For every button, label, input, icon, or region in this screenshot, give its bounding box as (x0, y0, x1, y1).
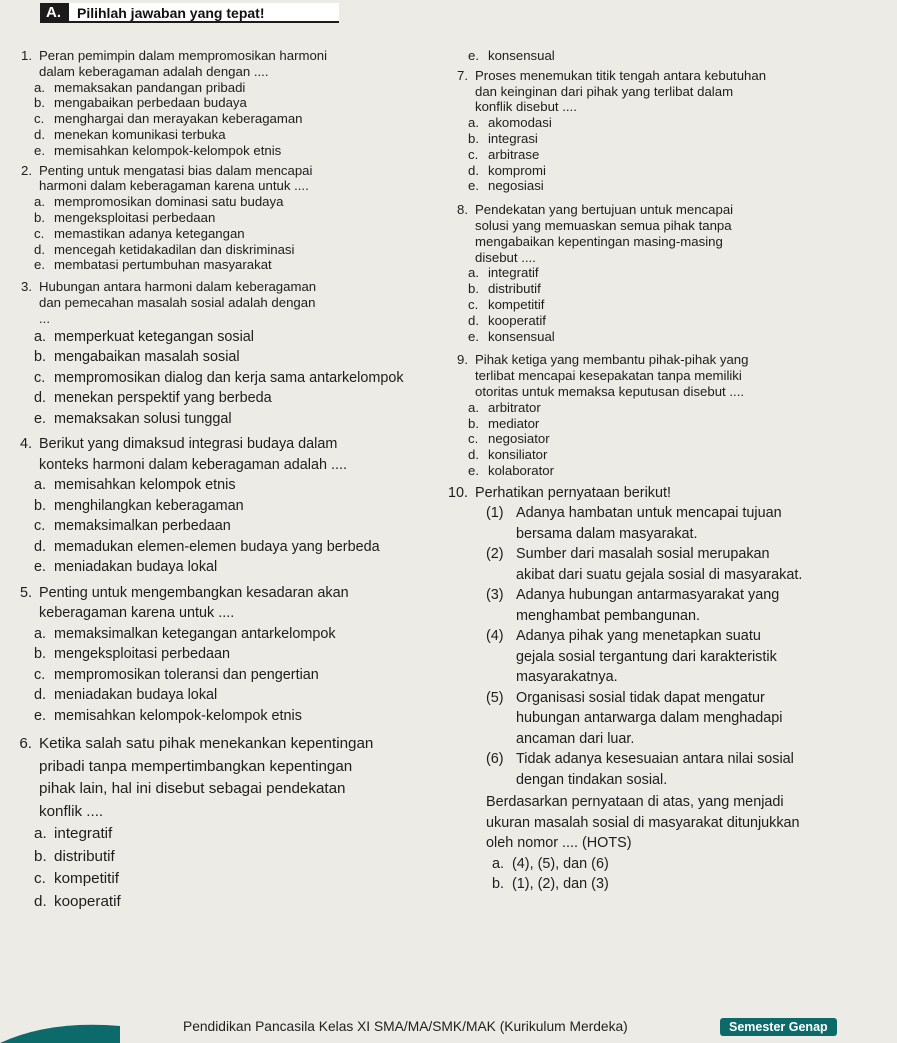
option-a[interactable]: a. memisahkan kelompok etnis (34, 477, 236, 494)
option-d[interactable]: d. konsiliator (468, 447, 548, 463)
question-text: pihak lain, hal ini disebut sebagai pendekatan (39, 780, 346, 798)
question-number: 6. (19, 735, 32, 753)
option-e[interactable]: e. negosiasi (468, 178, 544, 194)
option-c[interactable]: c. menghargai dan merayakan keberagaman (34, 111, 303, 127)
option-c[interactable]: c. negosiator (468, 431, 550, 447)
question-4 (4, 434, 434, 578)
question-3 (4, 279, 434, 326)
question-text: pribadi tanpa mempertimbangkan kepentingan (39, 757, 353, 775)
option-a[interactable]: a. memperkuat ketegangan sosial (34, 328, 254, 345)
statement-4: (4) Adanya pihak yang menetapkan suatu gejala sosial tergantung dari karakteristik masyarakatnya. (486, 628, 777, 686)
statement-3: (3) Adanya hubungan antarmasyarakat yang menghambat pembangunan. (486, 587, 780, 624)
option-d[interactable]: d. kooperatif (468, 312, 546, 328)
question-number: 10. (447, 484, 468, 501)
question-text: Pendekatan yang bertujuan untuk mencapai (475, 202, 734, 218)
question-7 (440, 68, 892, 194)
question-2 (4, 163, 434, 274)
option-e[interactable]: e. kolaborator (468, 462, 554, 478)
option-c[interactable]: c. memaksimalkan perbedaan (34, 518, 231, 535)
option-b[interactable]: b. distributif (34, 847, 115, 865)
question-text: Berikut yang dimaksud integrasi budaya dalam (39, 436, 338, 453)
option-b[interactable]: b. integrasi (468, 130, 538, 146)
question-text: Perhatikan pernyataan berikut! (475, 484, 671, 501)
option-c[interactable]: c. mempromosikan toleransi dan pengertian (34, 666, 319, 683)
option-b[interactable]: b. distributif (468, 281, 541, 297)
question-text: mengabaikan kepentingan masing-masing (475, 233, 723, 249)
statement-6: (6) Tidak adanya kesesuaian antara nilai sosial dengan tindakan sosial. (486, 751, 794, 788)
question-text: disebut .... (475, 249, 536, 265)
option-a[interactable]: a. mempromosikan dominasi satu budaya (34, 194, 284, 210)
question-text: ... (39, 310, 50, 326)
option-c[interactable]: c. memastikan adanya ketegangan (34, 225, 245, 241)
question-5 (4, 583, 434, 727)
question-text: Proses menemukan titik tengah antara kebutuhan (475, 67, 767, 83)
question-10-options (440, 854, 892, 895)
option-b[interactable]: b. menghilangkan keberagaman (34, 497, 244, 514)
section-title: Pilihlah jawaban yang tepat! (69, 3, 339, 23)
question-number: 8. (457, 202, 468, 218)
option-e[interactable]: e. memisahkan kelompok-kelompok etnis (34, 707, 302, 724)
option-b[interactable]: b. mediator (468, 415, 540, 431)
option-e[interactable]: e. memaksakan solusi tunggal (34, 410, 232, 427)
question-text: Penting untuk mengatasi bias dalam mencapai (39, 162, 313, 178)
question-8 (440, 202, 892, 344)
option-d[interactable]: d. meniadakan budaya lokal (34, 687, 218, 704)
question-text: konteks harmoni dalam keberagaman adalah .... (39, 456, 347, 473)
question-10-prompt: Berdasarkan pernyataan di atas, yang menjadi ukuran masalah sosial di masyarakat ditunjukkan oleh nomor .... (HOTS) (486, 794, 800, 852)
question-3-options (4, 327, 434, 430)
question-text: konflik .... (39, 802, 104, 820)
question-1 (4, 48, 434, 159)
statement-5: (5) Organisasi sosial tidak dapat mengatur hubungan antarwarga dalam menghadapi ancaman dari luar. (486, 689, 783, 747)
question-text: dan keinginan dari pihak yang terlibat dalam (475, 83, 734, 99)
statement-2: (2) Sumber dari masalah sosial merupakan akibat dari suatu gejala sosial di masyarakat. (486, 546, 803, 583)
footer-text: Pendidikan Pancasila Kelas XI SMA/MA/SMK/MAK (Kurikulum Merdeka) (183, 1019, 628, 1034)
question-text: Ketika salah satu pihak menekankan kepentingan (39, 735, 374, 753)
option-a[interactable]: a. integratif (468, 265, 539, 281)
option-e[interactable]: e. konsensual (468, 328, 555, 344)
question-number: 4. (19, 436, 32, 453)
option-a[interactable]: a. memaksimalkan ketegangan antarkelompok (34, 625, 336, 642)
question-6-option-e[interactable]: e. konsensual (468, 48, 555, 63)
option-a[interactable]: a. (4), (5), dan (6) (492, 855, 609, 872)
option-d[interactable]: d. mencegah ketidakadilan dan diskriminasi (34, 241, 295, 257)
option-c[interactable]: c. kompetitif (468, 296, 545, 312)
option-a[interactable]: a. arbitrator (468, 399, 541, 415)
question-text: Peran pemimpin dalam mempromosikan harmoni (39, 48, 328, 63)
question-number: 1. (21, 48, 32, 63)
option-d[interactable]: d. kompromi (468, 162, 546, 178)
right-column (440, 48, 892, 895)
question-text: Hubungan antara harmoni dalam keberagaman (39, 279, 317, 295)
question-text: otoritas untuk memaksa keputusan disebut .... (475, 383, 745, 399)
footer-decoration (0, 1012, 120, 1043)
question-text: harmoni dalam keberagaman karena untuk .... (39, 178, 309, 194)
question-10 (440, 483, 892, 504)
question-text: Penting untuk mengembangkan kesadaran akan (39, 584, 349, 601)
question-9 (440, 352, 892, 478)
statement-list (440, 503, 892, 790)
option-b[interactable]: b. mengabaikan perbedaan budaya (34, 95, 247, 111)
option-b[interactable]: b. mengeksploitasi perbedaan (34, 209, 216, 225)
option-d[interactable]: d. memadukan elemen-elemen budaya yang berbeda (34, 538, 380, 555)
option-d[interactable]: d. menekan perspektif yang berbeda (34, 390, 272, 407)
option-b[interactable]: b. mengeksploitasi perbedaan (34, 646, 231, 663)
question-number: 2. (21, 162, 32, 178)
question-6 (4, 733, 434, 913)
question-text: terlibat mencapai kesepakatan tanpa memiliki (475, 368, 742, 384)
question-text: dalam keberagaman adalah dengan .... (39, 63, 269, 79)
section-letter: A. (40, 3, 69, 23)
question-number: 7. (457, 67, 468, 83)
question-number: 9. (457, 352, 468, 368)
option-c[interactable]: c. arbitrase (468, 146, 540, 162)
option-e[interactable]: e. meniadakan budaya lokal (34, 559, 218, 576)
question-number: 5. (19, 584, 32, 601)
option-b[interactable]: b. mengabaikan masalah sosial (34, 349, 240, 366)
option-a[interactable]: a. integratif (34, 825, 113, 843)
option-c[interactable]: c. kompetitif (34, 870, 119, 888)
question-text: konflik disebut .... (475, 99, 577, 115)
option-d[interactable]: d. menekan komunikasi terbuka (34, 126, 226, 142)
option-c[interactable]: c. mempromosikan dialog dan kerja sama antarkelompok (34, 369, 404, 386)
statement-1: (1) Adanya hambatan untuk mencapai tujuan bersama dalam masyarakat. (486, 505, 782, 542)
page-footer (0, 1012, 897, 1043)
option-e[interactable]: e. membatasi pertumbuhan masyarakat (34, 257, 272, 273)
option-b[interactable]: b. (1), (2), dan (3) (492, 876, 609, 893)
left-column (4, 48, 434, 913)
question-number: 3. (21, 279, 32, 295)
question-text: Pihak ketiga yang membantu pihak-pihak yang (475, 352, 749, 368)
option-e[interactable]: e. memisahkan kelompok-kelompok etnis (34, 142, 282, 158)
section-header (40, 3, 339, 23)
semester-badge: Semester Genap (720, 1018, 837, 1036)
option-a[interactable]: a. akomodasi (468, 115, 552, 131)
option-a[interactable]: a. memaksakan pandangan pribadi (34, 79, 246, 95)
option-d[interactable]: d. kooperatif (34, 892, 121, 910)
question-text: solusi yang memuaskan semua pihak tanpa (475, 217, 732, 233)
question-text: dan pemecahan masalah sosial adalah dengan (39, 294, 316, 310)
question-text: keberagaman karena untuk .... (39, 605, 235, 622)
